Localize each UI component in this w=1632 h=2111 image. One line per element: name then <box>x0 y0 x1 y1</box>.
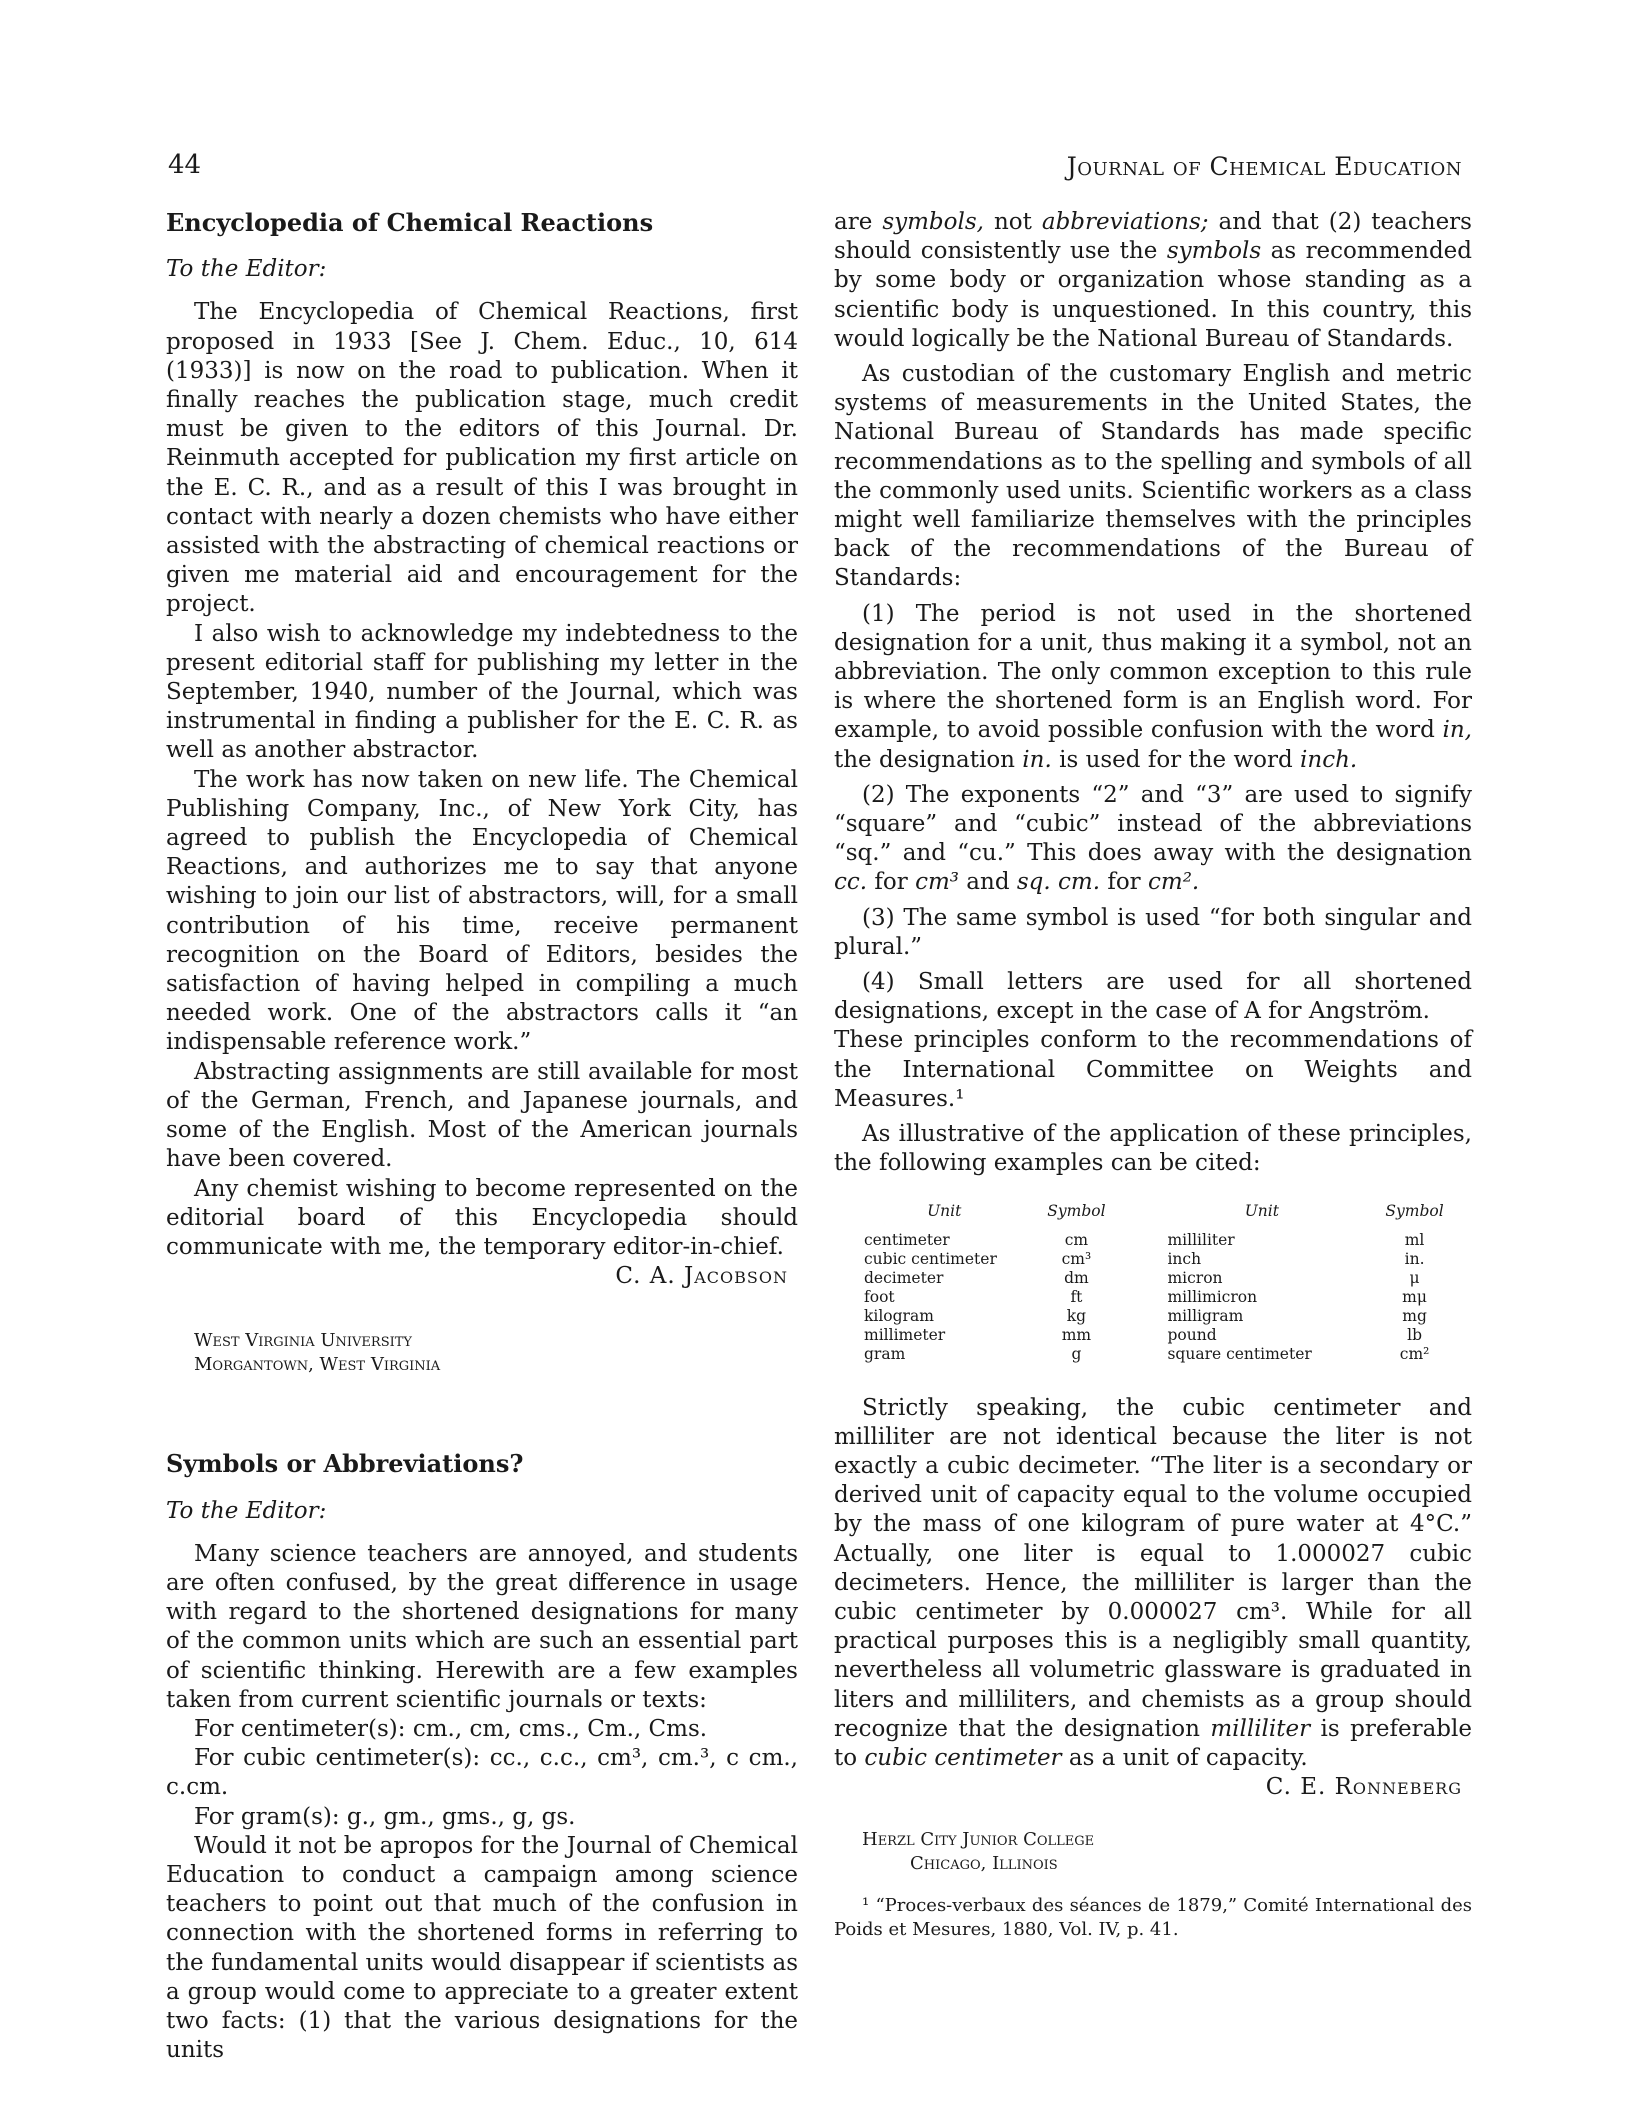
table-cell: ft <box>1070 1287 1083 1306</box>
right-column <box>834 208 1472 1942</box>
table-row <box>834 1250 1472 1269</box>
table-row <box>834 1307 1472 1326</box>
article-title: Symbols or Abbreviations? <box>166 1449 524 1479</box>
salutation: To the Editor: <box>166 256 327 283</box>
table-cell: μ <box>1409 1268 1420 1287</box>
table-cell: dm <box>1064 1268 1089 1287</box>
running-head: Journal of Chemical Education <box>1066 152 1462 181</box>
column-header: Unit <box>927 1201 962 1220</box>
table-row <box>834 1288 1472 1307</box>
table-cell: kilogram <box>864 1306 934 1325</box>
table-cell: millimicron <box>1167 1287 1258 1306</box>
affiliation-line: West Virginia University <box>194 1330 412 1352</box>
paragraph: are symbols, not abbreviations; and that (2) teachers should consistently use the symbols as recommended by some body or organization whose standing as a scientific body is unquestioned. In this country, this would logically be the National Bureau of Standards. <box>834 209 1473 352</box>
table-cell: in. <box>1404 1249 1425 1268</box>
paragraph: The work has now taken on new life. The Chemical Publishing Company, Inc., of New York City, has agreed to publish the Encyclopedia of Chemical Reactions, and authorizes me to say that anyone wishing to join our list of abstractors, will, for a small contribution of his time, receive permanent recognition on the Board of Editors, besides the satisfaction of having helped in compiling a much needed work. One of the abstractors calls it “an indispensable reference work.” <box>166 766 798 1056</box>
paragraph: As custodian of the customary English and metric systems of measurements in the United States, the National Bureau of Standards has made specific recommendations as to the spelling and symbols of all the commonly used units. Scientific workers as a class might well familiarize themselves with the principles back of the recommendations of the Bureau of Standards: <box>834 361 1472 592</box>
paragraph: Strictly speaking, the cubic centimeter and milliliter are not identical because the liter is not exactly a cubic decimeter. “The liter is a secondary or derived unit of capacity equal to the volume occupied by the mass of one kilogram of pure water at 4°C.” Actually, one liter is equal to 1.000027 cubic decimeters. Hence, the milliliter is larger than the cubic centimeter by 0.000027 cm³. While for all practical purposes this is a negligibly small quantity, nevertheless all volumetric glassware is graduated in liters and milliliters, and chemists as a group should recognize that the designation milliliter is preferable to cubic centimeter as a unit of capacity. <box>834 1394 1472 1771</box>
table-cell: decimeter <box>864 1268 944 1287</box>
table-cell: milliliter <box>1167 1230 1235 1249</box>
table-cell: millimeter <box>864 1325 946 1344</box>
column-header: Unit <box>1244 1201 1279 1220</box>
paragraph: These principles conform to the recommendations of the International Committee on Weights and Measures.¹ <box>834 1027 1472 1112</box>
example-line: For gram(s): g., gm., gms., g, gs. <box>194 1803 576 1830</box>
affiliation-line: Herzl City Junior College <box>862 1829 1095 1851</box>
table-cell: cm² <box>1399 1344 1430 1363</box>
table-cell: mμ <box>1402 1287 1427 1306</box>
salutation: To the Editor: <box>166 1497 327 1524</box>
paragraph: Many science teachers are annoyed, and students are often confused, by the great difference in usage with regard to the shortened designations for many of the common units which are such an essential part of scientific thinking. Herewith are a few examples taken from current scientific journals or texts: <box>166 1540 798 1713</box>
paragraph: As illustrative of the application of these principles, the following examples can be cited: <box>834 1121 1472 1177</box>
column-header: Symbol <box>1047 1201 1106 1220</box>
paragraph: The Encyclopedia of Chemical Reactions, first proposed in 1933 [See J. Chem. Educ., 10, 614 (1933)] is now on the road to publication. When it finally reaches the publication stage, much credit must be given to the editors of this Journal. Dr. Reinmuth accepted for publication my first article on the E. C. R., and as a result of this I was brought in contact with nearly a dozen chemists who have either assisted with the abstracting of chemical reactions or given me material aid and encouragement for the project. <box>166 299 798 618</box>
paragraph: Would it not be apropos for the Journal of Chemical Education to conduct a campaign among science teachers to point out that much of the confusion in connection with the shortened forms in referring to the fundamental units would disappear if scientists as a group would come to appreciate to a greater extent two facts: (1) that the various designations for the units <box>166 1832 798 2064</box>
article-section <box>166 1449 798 2065</box>
principle-3: (3) The same symbol is used “for both singular and plural.” <box>834 904 1472 960</box>
principle-4: (4) Small letters are used for all shortened designations, except in the case of A for Angström. <box>834 969 1472 1025</box>
table-cell: mg <box>1402 1306 1427 1325</box>
column-header: Symbol <box>1385 1201 1444 1220</box>
table-cell: pound <box>1167 1325 1217 1344</box>
table-cell: lb <box>1407 1325 1423 1344</box>
table-row <box>834 1231 1472 1250</box>
table-row <box>834 1345 1472 1364</box>
page-number: 44 <box>168 150 202 180</box>
units-table <box>834 1201 1472 1364</box>
table-cell: square centimeter <box>1167 1344 1312 1363</box>
signature: C. E. Ronneberg <box>1265 1774 1462 1801</box>
table-cell: centimeter <box>864 1230 950 1249</box>
table-header-row <box>834 1201 1472 1231</box>
table-cell: micron <box>1167 1268 1223 1287</box>
paragraph: Any chemist wishing to become represented on the editorial board of this Encyclopedia should communicate with me, the temporary editor-in-chief. <box>166 1175 798 1260</box>
paragraph: Abstracting assignments are still available for most of the German, French, and Japanese journals, and some of the English. Most of the American journals have been covered. <box>166 1058 798 1173</box>
affiliation <box>862 1828 1472 1876</box>
principle-2: (2) The exponents “2” and “3” are used to signify “square” and “cubic” instead of the abbreviations “sq.” and “cu.” This does away with the designation cc. for cm³ and sq. cm. for cm². <box>834 781 1472 896</box>
example-line: For cubic centimeter(s): cc., c.c., cm³, cm.³, c cm., c.cm. <box>166 1745 798 1801</box>
table-cell: cm³ <box>1061 1249 1092 1268</box>
table-cell: ml <box>1404 1230 1425 1249</box>
table-cell: cubic centimeter <box>864 1249 997 1268</box>
table-row <box>834 1326 1472 1345</box>
affiliation-line: Chicago, Illinois <box>910 1853 1058 1875</box>
affiliation-line: Morgantown, West Virginia <box>194 1354 441 1376</box>
footnote: ¹ “Proces-verbaux des séances de 1879,” Comité International des Poids et Mesures, 1880, Vol. IV, p. 41. <box>834 1895 1472 1941</box>
signature: C. A. Jacobson <box>615 1263 788 1290</box>
table-cell: foot <box>864 1287 895 1306</box>
table-cell: mm <box>1061 1325 1092 1344</box>
principle-1: (1) The period is not used in the shortened designation for a unit, thus making it a symbol, not an abbreviation. The only common exception to this rule is where the shortened form is an English word. For example, to avoid possible confusion with the word in, the designation in. is used for the word inch. <box>834 600 1472 773</box>
table-cell: gram <box>864 1344 906 1363</box>
table-cell: g <box>1071 1344 1082 1363</box>
table-row <box>834 1269 1472 1288</box>
table-cell: milligram <box>1167 1306 1244 1325</box>
table-cell: cm <box>1064 1230 1089 1249</box>
table-cell: kg <box>1066 1306 1087 1325</box>
paragraph: I also wish to acknowledge my indebtedness to the present editorial staff for publishing my letter in the September, 1940, number of the Journal, which was instrumental in finding a publisher for the E. C. R. as well as another abstractor. <box>166 620 798 764</box>
article-title: Encyclopedia of Chemical Reactions <box>166 208 654 237</box>
left-column <box>166 208 798 2065</box>
table-cell: inch <box>1167 1249 1202 1268</box>
example-line: For centimeter(s): cm., cm, cms., Cm., Cms. <box>194 1715 708 1742</box>
affiliation <box>166 1329 798 1377</box>
